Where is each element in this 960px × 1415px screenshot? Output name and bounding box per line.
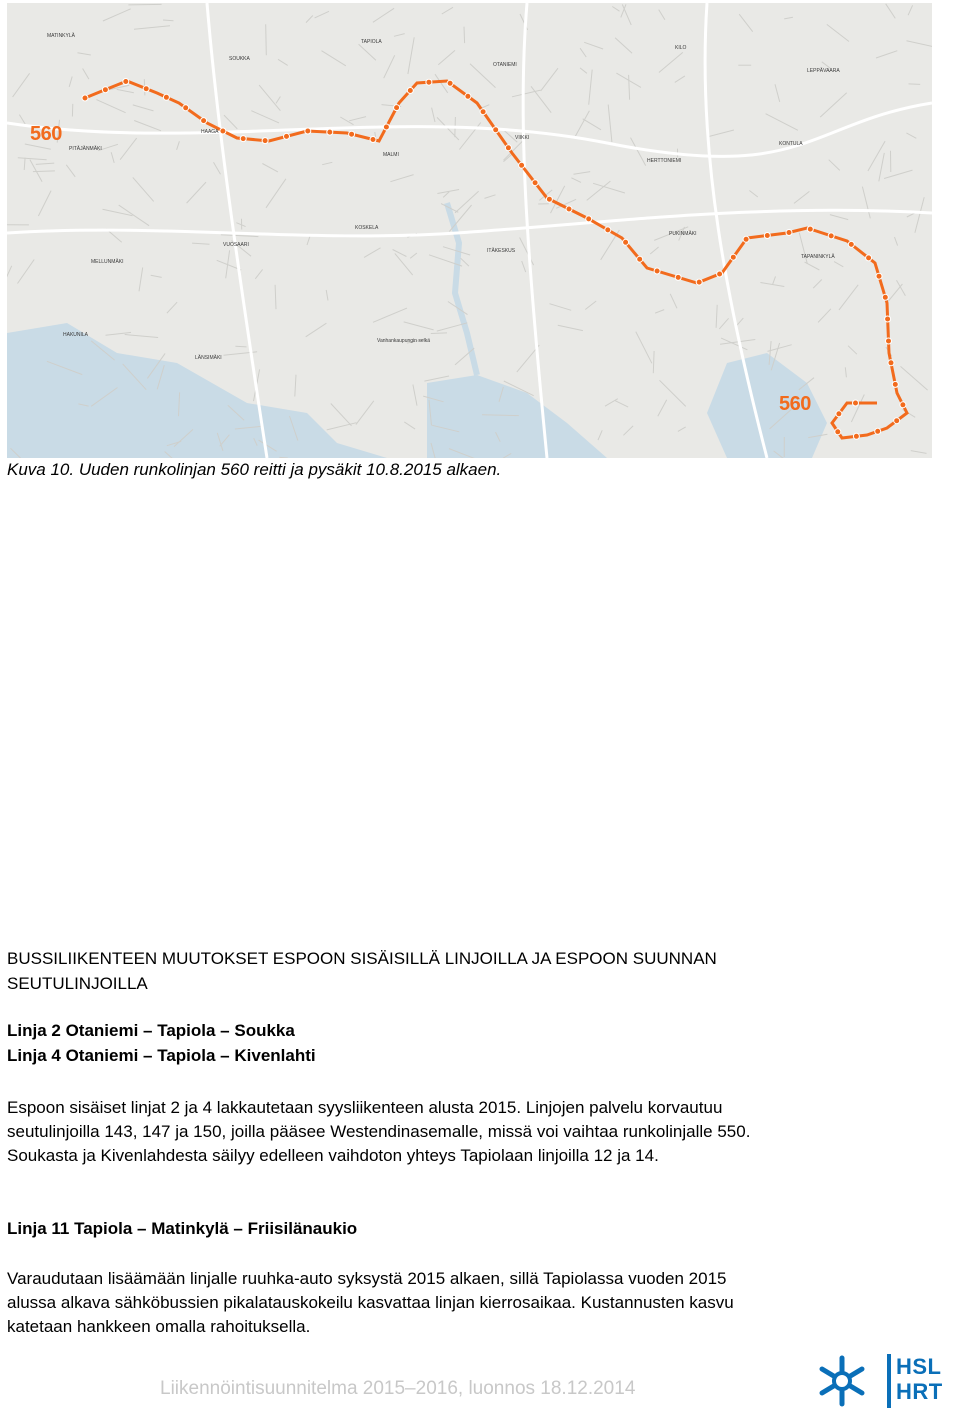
street-segment [384,55,395,78]
street-segment [139,268,143,292]
street-segment [66,165,75,177]
route-stop-marker [853,433,859,439]
route-stop-marker [866,255,872,261]
street-segment [322,51,346,66]
route-stop-marker [123,79,129,85]
street-segment [839,285,858,310]
figure-caption: Kuva 10. Uuden runkolinjan 560 reitti ja pysäkit 10.8.2015 alkaen. [7,460,501,480]
street-segment [670,294,677,309]
street-segment [773,276,776,284]
street-segment [364,248,380,258]
route-stop-marker [876,273,882,279]
street-segment [38,191,51,216]
street-segment [251,111,279,123]
street-segment [187,182,206,203]
route-stop-marker [102,87,108,93]
street-segment [470,64,496,88]
paragraph-line: alussa alkava sähköbussien pikalatauskokeilu kasvattaa linjan kierrosaikaa. Kustannusten kasvu [7,1291,937,1315]
street-segment [461,258,469,266]
street-segment [862,187,870,219]
street-segment [895,237,898,246]
paragraph-line: Espoon sisäiset linjat 2 ja 4 lakkautetaan syysliikenteen alusta 2015. Linjojen palvelu korvautuu [7,1096,937,1120]
map-place-label: TAPIOLA [361,39,382,45]
street-segment [279,457,287,458]
logo-text-hrt: HRT [896,1381,943,1403]
street-segment [266,179,286,208]
route-stop-marker [284,133,290,139]
street-segment [901,366,928,390]
street-segment [259,85,280,111]
route-stop-marker [220,128,226,134]
street-segment [587,181,611,200]
street-segment [659,10,665,20]
route-stop-marker [262,138,268,144]
route-stop-marker [447,80,453,86]
street-segment [830,215,848,220]
street-segment [585,301,596,310]
route-stop-marker [892,381,898,387]
map-place-label: SOUKKA [229,56,250,62]
route-stop-marker [637,256,643,262]
street-segment [331,404,352,426]
street-segment [262,164,278,172]
street-segment [120,138,137,160]
route-stop-marker [505,145,511,151]
route-stop-marker [888,360,894,366]
street-segment [845,367,846,377]
route-stop-marker [696,279,702,285]
street-segment [631,138,646,166]
street-segment [103,9,131,21]
route-stop-marker [240,136,246,142]
route-stop-marker [465,93,471,99]
street-segment [13,73,30,97]
map-place-label: LEPPÄVAARA [807,68,840,74]
section-heading-line2: SEUTULINJOILLA [7,971,937,996]
street-segment [7,266,12,294]
map-canvas [7,3,932,458]
map-place-label: TAPANINKYLÄ [801,254,835,260]
map-place-label: PITÄJÄNMÄKI [69,146,102,152]
map-place-label: MALMI [383,152,399,158]
route-stop-marker [894,418,900,424]
street-segment [214,162,221,174]
street-segment [322,162,332,164]
street-segment [739,14,753,32]
street-segment [18,260,35,284]
street-segment [884,170,912,178]
street-segment [636,332,652,364]
street-segment [133,177,154,201]
street-segment [615,401,628,407]
route-stop-marker [836,411,842,417]
route-stop-marker [675,274,681,280]
line2-title: Linja 2 Otaniemi – Tapiola – Soukka [7,1019,295,1043]
route-stop-marker [163,94,169,100]
street-segment [886,4,896,19]
route-stop-marker [743,236,749,242]
paragraph-line: Varaudutaan lisäämään linjalle ruuhka-auto syksystä 2015 alkaen, sillä Tapiolassa vuoden 2015 [7,1267,937,1291]
street-segment [775,84,780,102]
street-segment [879,153,885,182]
street-segment [897,280,906,296]
street-segment [915,197,924,232]
street-segment [128,4,161,5]
map-place-label: VIIKKI [515,135,529,141]
route-stop-marker [532,180,538,186]
map-place-label: ITÄKESKUS [487,248,515,254]
street-segment [550,304,572,311]
street-segment [327,423,357,430]
street-segment [784,17,793,19]
map-place-label: PUKINMÄKI [669,231,697,237]
paragraph-line-11 [7,1267,937,1339]
street-segment [395,253,413,275]
street-segment [834,262,843,267]
street-segment [911,451,927,454]
street-segment [605,399,618,407]
logo-divider [887,1354,891,1408]
route-stop-marker [828,233,834,239]
map-place-label: KILO [675,45,686,51]
street-segment [163,20,174,21]
street-segment [373,308,407,322]
street-segment [435,74,448,93]
street-segment [373,8,394,22]
section-heading [7,946,937,996]
street-segment [134,121,161,131]
street-segment [266,24,267,55]
street-segment [306,16,313,23]
street-segment [119,205,149,226]
street-segment [151,275,162,277]
street-segment [629,75,630,100]
street-segment [848,346,857,355]
street-segment [431,333,447,334]
street-segment [612,7,619,12]
street-segment [19,115,25,125]
street-segment [413,385,417,406]
street-segment [655,310,664,314]
street-segment [255,269,262,278]
street-segment [276,97,280,104]
route-stop-marker [201,118,207,124]
paragraph-lines-2-4 [7,1096,937,1168]
hsl-snowflake-icon [812,1352,872,1410]
street-segment [716,305,717,328]
route-stop-marker [426,79,432,85]
street-segment [442,7,453,14]
route-stop-marker [885,316,891,322]
route-stop-marker [853,400,859,406]
street-segment [192,243,209,244]
street-segment [125,335,158,338]
street-segment [408,37,414,74]
street-segment [464,27,465,43]
paragraph-line: Soukasta ja Kivenlahdesta säilyy edelleen vaihdoton yhteys Tapiolaan linjoilla 12 ja 14. [7,1144,937,1168]
street-segment [295,375,296,397]
route-stop-marker [493,127,499,133]
route-stop-marker [383,124,389,130]
street-segment [78,53,91,55]
street-segment [876,51,897,58]
route-stop-marker [848,241,854,247]
map-place-label: Vanhankaupungin selkä [377,338,430,344]
map-place-label: MATINKYLÄ [47,33,75,39]
street-segment [650,247,658,254]
map-place-label: KOSKELA [355,225,378,231]
route-stop-marker [305,128,311,134]
street-segment [349,117,366,121]
street-segment [908,5,913,15]
sea-water [7,323,387,458]
logo-text-hsl: HSL [896,1356,942,1378]
map-place-label: HAAGA [201,129,219,135]
street-segment [818,309,831,323]
route-stop-marker [394,105,400,111]
street-segment [432,108,435,122]
street-segment [103,209,133,215]
route-badge-top: 560 [30,123,62,146]
street-segment [111,152,114,163]
line11-title: Linja 11 Tapiola – Matinkylä – Friisilänaukio [7,1217,357,1241]
route-stop-marker [586,216,592,222]
street-segment [236,223,245,227]
route-badge-bottom: 560 [779,393,811,416]
street-segment [18,158,47,160]
street-segment [177,141,180,150]
street-segment [574,111,589,138]
street-segment [404,322,434,330]
street-segment [707,130,734,137]
street-segment [658,400,667,416]
street-segment [24,158,25,170]
street-segment [278,59,288,65]
street-segment [306,323,327,337]
street-segment [404,422,415,429]
street-segment [117,89,134,92]
street-segment [653,351,654,373]
line4-title: Linja 4 Otaniemi – Tapiola – Kivenlahti [7,1044,316,1068]
street-segment [659,52,683,72]
street-segment [719,318,728,329]
route-stop-marker [407,88,413,94]
street-segment [888,284,902,301]
street-segment [315,11,329,18]
street-segment [83,69,89,80]
street-segment [622,4,631,25]
street-segment [522,261,526,272]
street-segment [583,119,601,130]
route-stop-marker [370,137,376,143]
street-segment [851,395,864,423]
street-segment [393,250,407,257]
route-stop-marker [807,226,813,232]
route-stop-marker [546,196,552,202]
map-place-label: KONTULA [779,141,803,147]
street-segment [224,115,237,129]
street-segment [608,105,612,142]
route-stop-marker [717,271,723,277]
route-stop-marker [480,109,486,115]
route-stop-marker [900,402,906,408]
route-stop-marker [349,131,355,137]
street-segment [794,191,809,203]
street-segment [410,253,417,258]
street-segment [829,160,840,171]
street-segment [827,24,849,41]
street-segment [30,160,42,182]
route-stop-marker [886,338,892,344]
route-stop-marker [786,230,792,236]
street-segment [598,430,602,440]
route-stop-marker [566,206,572,212]
street-segment [623,426,633,435]
route-stop-marker [654,268,660,274]
street-segment [359,44,376,60]
street-segment [520,238,534,266]
route-stop-marker [82,95,88,101]
street-segment [390,175,413,182]
map-place-label: OTANIEMI [493,62,517,68]
route-map [7,3,932,458]
map-place-label: HAKUNILA [63,332,88,338]
street-segment [907,41,933,48]
route-stop-marker [143,86,149,92]
paragraph-line: katetaan hankkeen omalla rahoituksella. [7,1315,937,1339]
street-segment [133,105,154,111]
street-segment [820,93,847,117]
street-segment [909,84,921,85]
route-stop-marker [327,129,333,135]
map-place-label: HERTTONIEMI [647,158,681,164]
street-segment [868,141,885,171]
street-segment [96,100,125,113]
map-place-label: MELLUNMÄKI [91,259,124,265]
street-segment [675,76,685,83]
map-place-label: VUOSAARI [223,242,249,248]
street-segment [356,401,374,425]
route-stop-marker [183,105,189,111]
street-segment [340,117,353,125]
route-stop-marker [764,233,770,239]
route-stop-marker [882,294,888,300]
street-segment [394,34,405,37]
route-stop-marker [730,254,736,260]
street-segment [580,68,587,73]
street-segment [906,133,916,138]
street-segment [574,172,591,175]
route-stop-marker [519,162,525,168]
route-stop-marker [623,239,629,245]
footer-text: Liikennöintisuunnitelma 2015–2016, luonnos 18.12.2014 [160,1378,635,1400]
street-segment [541,68,558,91]
street-segment [580,48,586,57]
street-segment [326,290,328,301]
street-segment [749,191,757,198]
street-segment [678,427,686,432]
street-segment [485,195,496,199]
section-heading-line1: BUSSILIIKENTEEN MUUTOKSET ESPOON SISÄISILLÄ LINJOILLA JA ESPOON SUUNNAN [7,946,937,971]
street-segment [907,213,915,217]
map-place-label: LÄNSIMÄKI [195,355,222,361]
route-stop-marker [835,429,841,435]
street-segment [167,302,177,313]
street-segment [584,42,603,49]
route-stop-marker [605,227,611,233]
route-stop-marker [875,428,881,434]
street-segment [813,280,822,289]
street-segment [571,178,581,183]
street-segment [134,26,170,29]
street-segment [660,380,686,406]
street-segment [615,38,632,54]
street-segment [438,50,455,64]
street-segment [36,163,54,164]
paragraph-line: seutulinjoilla 143, 147 ja 150, joilla pääsee Westendinasemalle, missä voi vaihtaa runkolinjalle 550. [7,1120,937,1144]
street-segment [235,346,246,347]
street-segment [455,191,479,213]
street-segment [275,285,276,309]
street-segment [766,114,798,131]
street-segment [589,70,593,105]
street-segment [558,325,583,330]
street-segment [69,77,72,87]
